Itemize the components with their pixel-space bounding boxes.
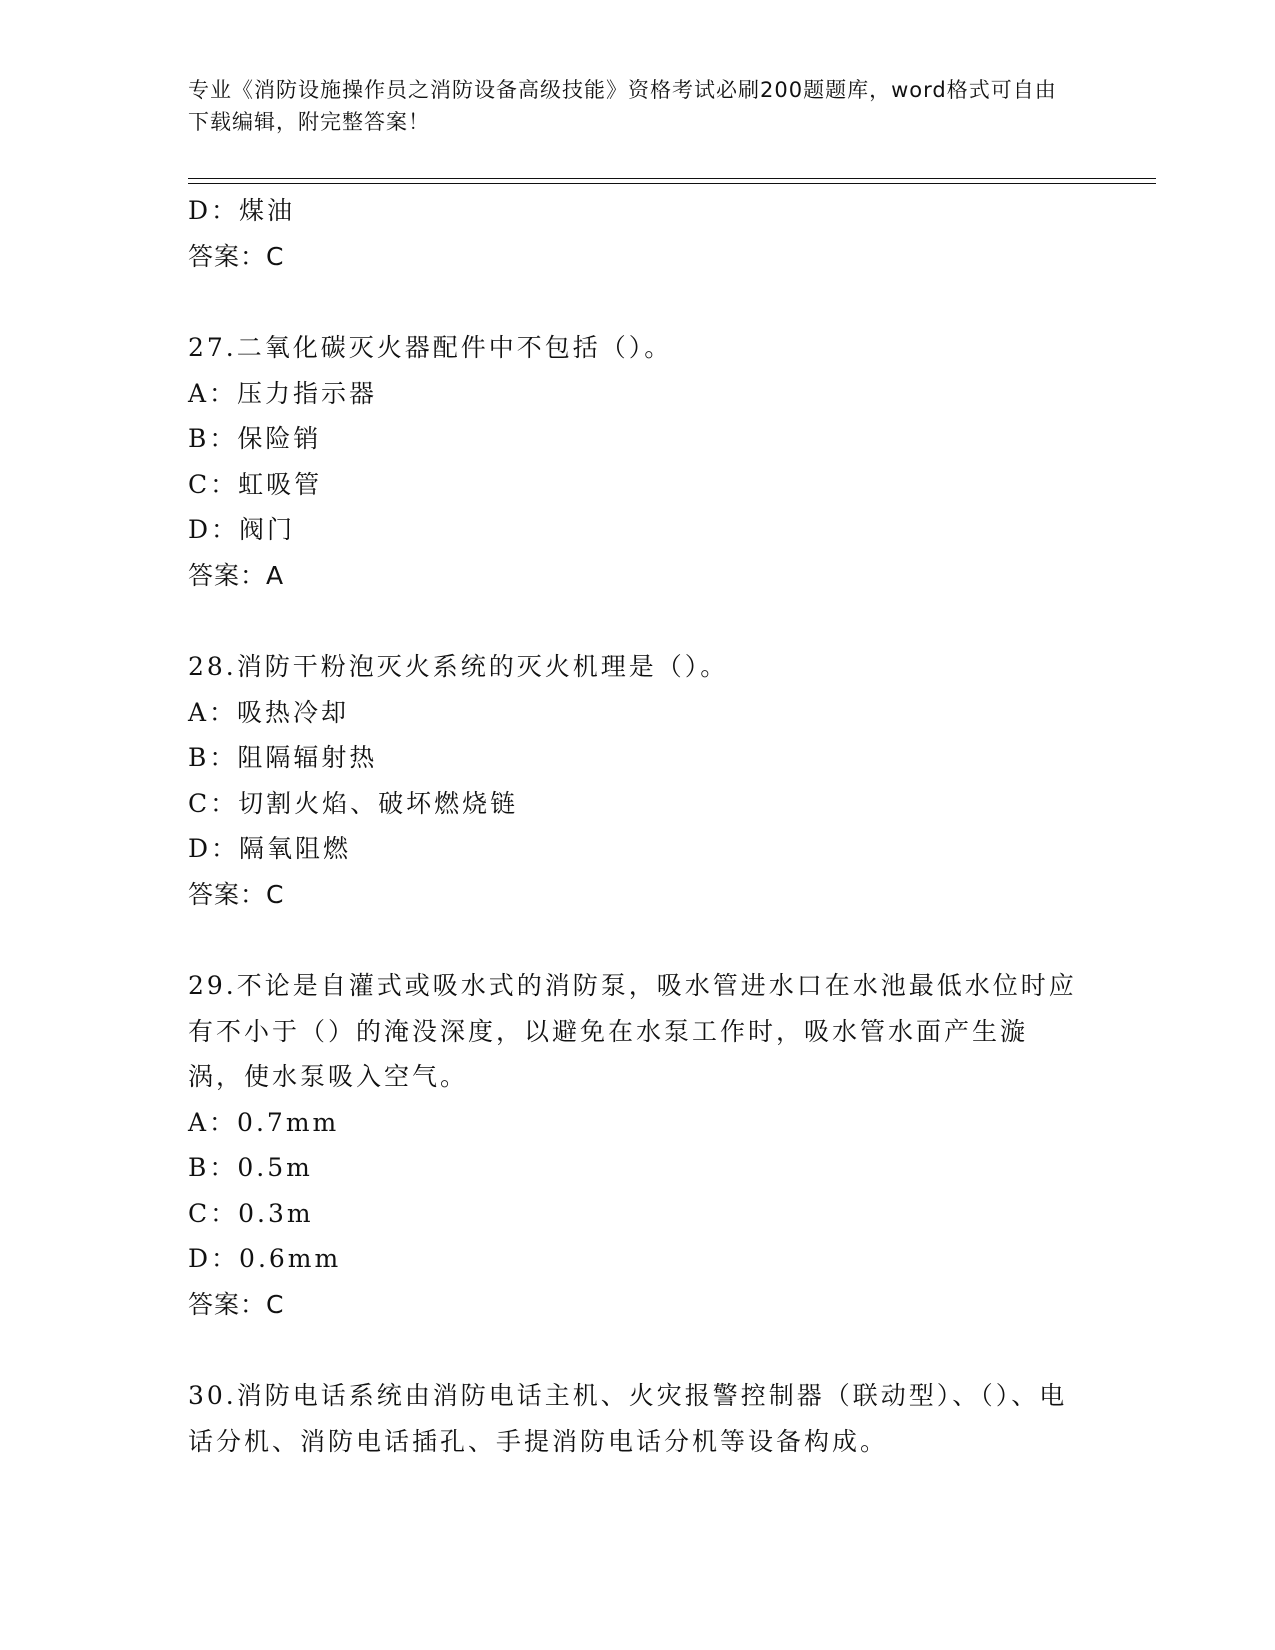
- question-list: [188, 188, 1088, 1464]
- question-29: [188, 963, 1088, 1327]
- option-a: A：吸热冷却: [188, 697, 350, 727]
- spacer: [188, 917, 1088, 963]
- option-c: C：0.3m: [188, 1198, 314, 1228]
- header-rule-top: [188, 178, 1156, 179]
- option-c: C：虹吸管: [188, 469, 323, 499]
- option-b: B：0.5m: [188, 1153, 313, 1182]
- option-d: D：0.6mm: [188, 1244, 342, 1273]
- answer-line: 答案：C: [188, 879, 285, 909]
- option-d: D：隔氧阻燃: [188, 834, 352, 863]
- option-d: D：煤油: [188, 196, 296, 225]
- spacer: [188, 1327, 1088, 1373]
- question-text: 27.二氧化碳灭火器配件中不包括（）。: [188, 333, 673, 362]
- header-rule-bottom: [188, 183, 1156, 184]
- question-28: [188, 644, 1088, 917]
- question-text: 28.消防干粉泡灭火系统的灭火机理是（）。: [188, 652, 729, 681]
- spacer: [188, 598, 1088, 644]
- option-c: C：切割火焰、破坏燃烧链: [188, 788, 519, 818]
- question-text: 29.不论是自灌式或吸水式的消防泵，吸水管进水口在水池最低水位时应有不小于（）的淹没深度，以避免在水泵工作时，吸水管水面产生漩涡，使水泵吸入空气。: [188, 971, 1077, 1091]
- spacer: [188, 279, 1088, 325]
- answer-line: 答案：C: [188, 1289, 285, 1319]
- option-a: A：压力指示器: [188, 378, 378, 408]
- answer-line: 答案：C: [188, 241, 285, 271]
- question-27: [188, 325, 1088, 598]
- option-b: B：阻隔辐射热: [188, 743, 378, 772]
- answer-line: 答案：A: [188, 560, 285, 590]
- question-text: 30.消防电话系统由消防电话主机、火灾报警控制器（联动型）、（）、电话分机、消防电话插孔、手提消防电话分机等设备构成。: [188, 1381, 1068, 1456]
- option-b: B：保险销: [188, 424, 322, 453]
- page-header: 专业《消防设施操作员之消防设备高级技能》资格考试必刷200题题库，word格式可自由下载编辑，附完整答案！: [188, 78, 1057, 134]
- question-30: [188, 1373, 1088, 1464]
- option-d: D：阀门: [188, 515, 296, 544]
- option-a: A：0.7mm: [188, 1107, 340, 1137]
